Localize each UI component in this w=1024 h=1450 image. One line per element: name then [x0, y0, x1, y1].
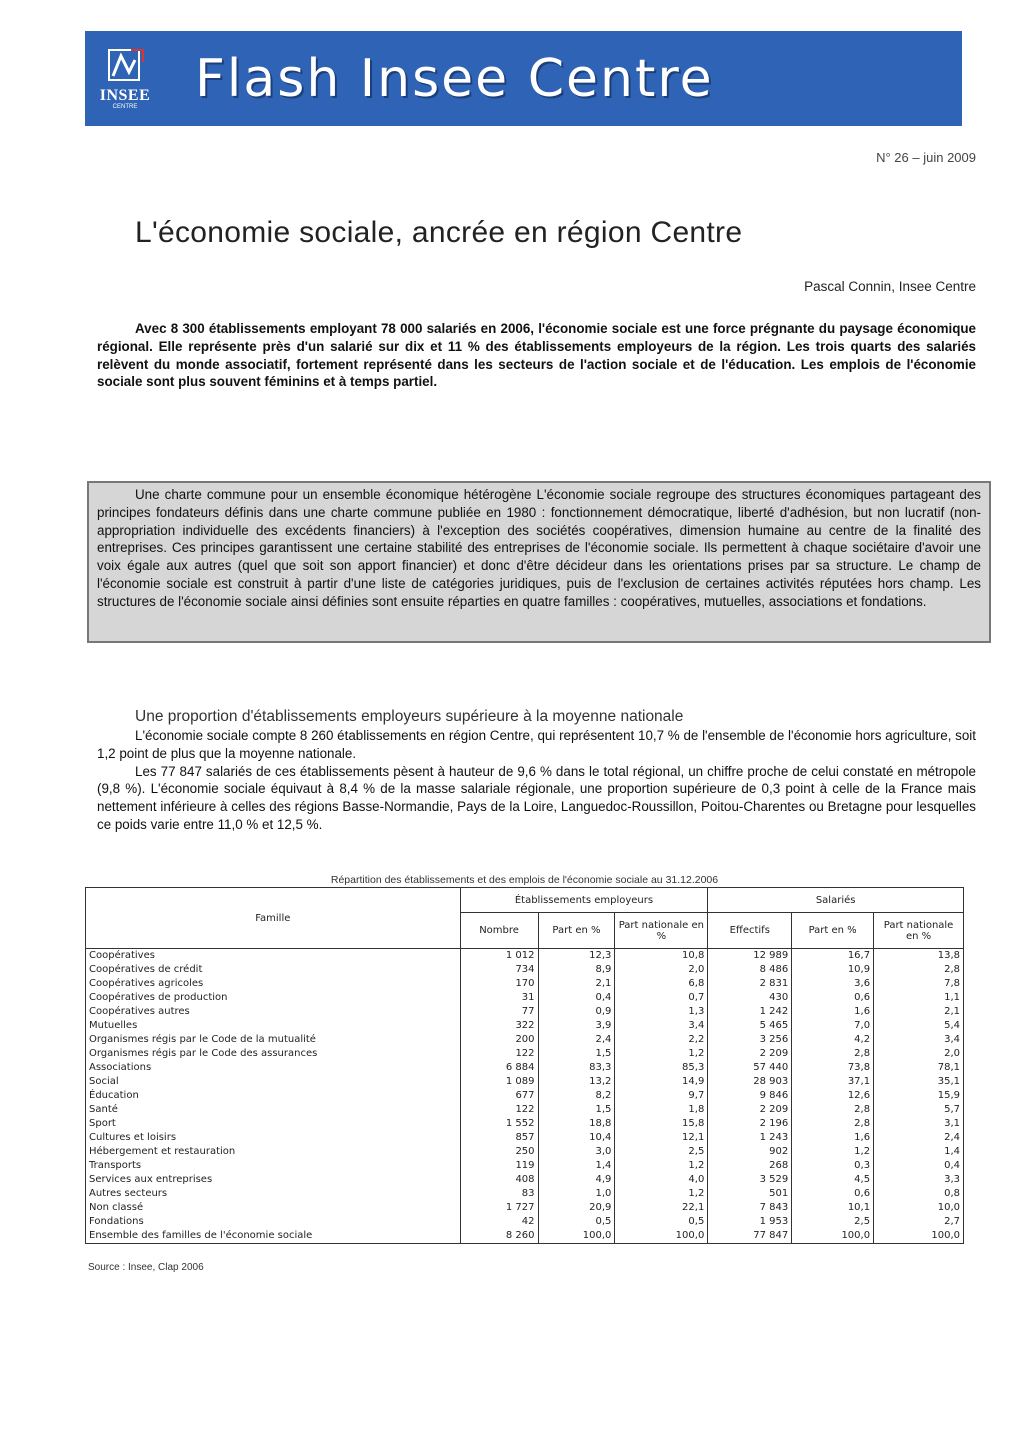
row-value: 2 209	[708, 1047, 792, 1061]
row-value: 42	[460, 1215, 538, 1229]
row-label: Coopératives de crédit	[86, 963, 461, 977]
row-value: 83	[460, 1187, 538, 1201]
row-label: Coopératives autres	[86, 1005, 461, 1019]
row-value: 13,8	[874, 949, 964, 964]
row-value: 902	[708, 1145, 792, 1159]
abstract	[97, 320, 976, 391]
row-value: 268	[708, 1159, 792, 1173]
row-value: 1,2	[792, 1145, 874, 1159]
row-value: 677	[460, 1089, 538, 1103]
row-value: 0,6	[792, 991, 874, 1005]
row-value: 0,3	[792, 1159, 874, 1173]
row-value: 501	[708, 1187, 792, 1201]
author: Pascal Connin, Insee Centre	[804, 279, 976, 294]
row-value: 3,6	[792, 977, 874, 991]
row-value: 122	[460, 1103, 538, 1117]
section-body	[97, 727, 976, 834]
row-value: 2 209	[708, 1103, 792, 1117]
table-row	[86, 1187, 964, 1201]
row-value: 28 903	[708, 1075, 792, 1089]
abstract-text: Avec 8 300 établissements employant 78 000 salariés en 2006, l'économie sociale est une force prégnante du paysage économique régional. Elle représente près d'un salarié sur dix et 11 % des établissements employeurs de la région. Les trois quarts des salariés relèvent du monde associatif, fortement représenté dans les secteurs de l'action sociale et de l'éducation. Les emplois de l'économie sociale sont plus souvent féminins et à temps partiel.	[97, 321, 976, 390]
table-row	[86, 1215, 964, 1229]
table-row	[86, 1075, 964, 1089]
table-row	[86, 1201, 964, 1215]
row-value: 100,0	[792, 1229, 874, 1244]
row-value: 8,9	[538, 963, 615, 977]
row-value: 100,0	[538, 1229, 615, 1244]
row-value: 0,5	[538, 1215, 615, 1229]
row-value: 15,9	[874, 1089, 964, 1103]
row-value: 250	[460, 1145, 538, 1159]
row-value: 83,3	[538, 1061, 615, 1075]
row-value: 10,8	[615, 949, 708, 964]
row-value: 5,7	[874, 1103, 964, 1117]
table-row	[86, 1061, 964, 1075]
row-label: Autres secteurs	[86, 1187, 461, 1201]
data-table	[85, 887, 964, 1244]
col-header: Part en %	[538, 913, 615, 949]
table-row	[86, 977, 964, 991]
section-paragraph: Les 77 847 salariés de ces établissements pèsent à hauteur de 9,6 % dans le total régional, un chiffre proche de celui constaté en métropole (9,8 %). L'économie sociale équivaut à 8,4 % de la masse salariale régionale, une proportion supérieure de 0,3 point à celle de la France mais nettement inférieure à celles des régions Basse-Normandie, Pays de la Loire, Languedoc-Roussillon, Poitou-Charentes ou Bretagne pour lesquelles ce poids varie entre 11,0 % et 12,5 %.	[97, 763, 976, 832]
row-value: 18,8	[538, 1117, 615, 1131]
row-value: 200	[460, 1033, 538, 1047]
row-value: 430	[708, 991, 792, 1005]
row-label: Santé	[86, 1103, 461, 1117]
row-label: Mutuelles	[86, 1019, 461, 1033]
row-value: 3,4	[874, 1033, 964, 1047]
logo-subtext: CENTRE	[112, 104, 138, 110]
row-value: 1,2	[615, 1187, 708, 1201]
row-label: Cultures et loisirs	[86, 1131, 461, 1145]
row-value: 10,1	[792, 1201, 874, 1215]
row-value: 3,3	[874, 1173, 964, 1187]
row-value: 2,4	[538, 1033, 615, 1047]
row-value: 3,4	[615, 1019, 708, 1033]
row-value: 78,1	[874, 1061, 964, 1075]
table-source: Source : Insee, Clap 2006	[88, 1262, 204, 1273]
logo-text: INSEE	[99, 87, 151, 104]
row-value: 2,5	[792, 1215, 874, 1229]
row-value: 2,1	[874, 1005, 964, 1019]
row-value: 14,9	[615, 1075, 708, 1089]
col-header: Nombre	[460, 913, 538, 949]
row-value: 6,8	[615, 977, 708, 991]
row-value: 0,4	[538, 991, 615, 1005]
table-row	[86, 963, 964, 977]
header-famille: Famille	[86, 888, 461, 949]
row-value: 2,8	[874, 963, 964, 977]
row-value: 8 260	[460, 1229, 538, 1244]
row-value: 2,4	[874, 1131, 964, 1145]
banner-title: Flash Insee Centre	[195, 48, 714, 109]
row-value: 2,8	[792, 1103, 874, 1117]
col-header: Part nationale en %	[874, 913, 964, 949]
row-value: 8 486	[708, 963, 792, 977]
info-box-text: Une charte commune pour un ensemble économique hétérogène L'économie sociale regroupe des structures économiques partageant des principes fondateurs définis dans une charte commune publiée en 1980 : fonctionnement démocratique, liberté d'adhésion, but non lucratif (non-appropriation individuelle des excédents financiers) à l'exception des sociétés coopératives, dimension humaine au centre de la finalité des entreprises. Ces principes garantissent une certaine stabilité des entreprises de l'économie sociale. Ils permettent à chaque sociétaire d'avoir une voix égale aux autres (quel que soit son apport financier) et donc d'être décideur dans les orientations prises par sa structure. Le champ de l'économie sociale est construit à partir d'une liste de catégories juridiques, puis de l'exclusion de certaines activités réputées hors champ. Les structures de l'économie sociale ainsi définies sont ensuite réparties en quatre familles : coopératives, mutuelles, associations et fondations.	[97, 487, 981, 609]
table-row	[86, 1173, 964, 1187]
table-row	[86, 1229, 964, 1244]
row-value: 2,8	[792, 1047, 874, 1061]
row-value: 2,0	[874, 1047, 964, 1061]
col-header: Part nationale en %	[615, 913, 708, 949]
row-value: 77	[460, 1005, 538, 1019]
row-value: 6 884	[460, 1061, 538, 1075]
row-value: 1 089	[460, 1075, 538, 1089]
row-value: 35,1	[874, 1075, 964, 1089]
header-etablissements: Établissements employeurs	[460, 888, 708, 913]
row-label: Fondations	[86, 1215, 461, 1229]
row-value: 1,6	[792, 1131, 874, 1145]
row-value: 4,5	[792, 1173, 874, 1187]
row-value: 0,9	[538, 1005, 615, 1019]
logo-emblem-icon	[103, 46, 147, 86]
row-value: 31	[460, 991, 538, 1005]
info-box	[87, 481, 991, 643]
row-value: 2 196	[708, 1117, 792, 1131]
row-value: 1,3	[615, 1005, 708, 1019]
table-body	[86, 949, 964, 1244]
row-value: 0,5	[615, 1215, 708, 1229]
table-row	[86, 1033, 964, 1047]
row-value: 5 465	[708, 1019, 792, 1033]
row-label: Non classé	[86, 1201, 461, 1215]
row-value: 100,0	[615, 1229, 708, 1244]
row-value: 12,1	[615, 1131, 708, 1145]
row-label: Éducation	[86, 1089, 461, 1103]
row-label: Coopératives de production	[86, 991, 461, 1005]
row-value: 1,5	[538, 1047, 615, 1061]
row-value: 1 242	[708, 1005, 792, 1019]
row-value: 1,4	[538, 1159, 615, 1173]
row-value: 12 989	[708, 949, 792, 964]
row-value: 1,5	[538, 1103, 615, 1117]
issue-number: N° 26 – juin 2009	[876, 150, 976, 165]
page-title: L'économie sociale, ancrée en région Centre	[135, 216, 743, 249]
row-value: 0,6	[792, 1187, 874, 1201]
row-value: 2 831	[708, 977, 792, 991]
row-value: 170	[460, 977, 538, 991]
row-value: 1,1	[874, 991, 964, 1005]
row-value: 16,7	[792, 949, 874, 964]
row-value: 37,1	[792, 1075, 874, 1089]
row-value: 857	[460, 1131, 538, 1145]
row-value: 2,0	[615, 963, 708, 977]
row-value: 3,9	[538, 1019, 615, 1033]
row-value: 7,8	[874, 977, 964, 991]
row-value: 4,2	[792, 1033, 874, 1047]
row-label: Organismes régis par le Code des assurances	[86, 1047, 461, 1061]
row-value: 1,2	[615, 1047, 708, 1061]
row-value: 408	[460, 1173, 538, 1187]
col-header: Part en %	[792, 913, 874, 949]
row-value: 119	[460, 1159, 538, 1173]
row-value: 57 440	[708, 1061, 792, 1075]
table-row	[86, 1005, 964, 1019]
row-value: 10,4	[538, 1131, 615, 1145]
row-value: 122	[460, 1047, 538, 1061]
row-value: 2,2	[615, 1033, 708, 1047]
row-value: 2,5	[615, 1145, 708, 1159]
row-value: 5,4	[874, 1019, 964, 1033]
row-value: 4,9	[538, 1173, 615, 1187]
row-value: 0,7	[615, 991, 708, 1005]
row-value: 77 847	[708, 1229, 792, 1244]
row-label: Ensemble des familles de l'économie sociale	[86, 1229, 461, 1244]
row-value: 85,3	[615, 1061, 708, 1075]
row-value: 13,2	[538, 1075, 615, 1089]
row-value: 3,0	[538, 1145, 615, 1159]
row-label: Sport	[86, 1117, 461, 1131]
table-row	[86, 1089, 964, 1103]
table-row	[86, 1019, 964, 1033]
row-value: 9 846	[708, 1089, 792, 1103]
table-row	[86, 991, 964, 1005]
row-value: 2,8	[792, 1117, 874, 1131]
row-label: Hébergement et restauration	[86, 1145, 461, 1159]
row-value: 7,0	[792, 1019, 874, 1033]
row-label: Services aux entreprises	[86, 1173, 461, 1187]
row-value: 8,2	[538, 1089, 615, 1103]
table-row	[86, 1159, 964, 1173]
row-value: 322	[460, 1019, 538, 1033]
col-header: Effectifs	[708, 913, 792, 949]
row-value: 10,9	[792, 963, 874, 977]
row-value: 1,4	[874, 1145, 964, 1159]
table-row	[86, 1117, 964, 1131]
section-paragraph: L'économie sociale compte 8 260 établissements en région Centre, qui représentent 10,7 % de l'ensemble de l'économie hors agriculture, soit 1,2 point de plus que la moyenne nationale.	[97, 728, 976, 761]
row-value: 1 012	[460, 949, 538, 964]
insee-logo	[85, 31, 165, 126]
row-value: 20,9	[538, 1201, 615, 1215]
row-label: Transports	[86, 1159, 461, 1173]
row-value: 1,6	[792, 1005, 874, 1019]
section-title: Une proportion d'établissements employeurs supérieure à la moyenne nationale	[135, 708, 684, 725]
table-row	[86, 949, 964, 964]
table-row	[86, 1131, 964, 1145]
row-value: 9,7	[615, 1089, 708, 1103]
table-row	[86, 1047, 964, 1061]
row-value: 73,8	[792, 1061, 874, 1075]
row-value: 100,0	[874, 1229, 964, 1244]
row-value: 1 727	[460, 1201, 538, 1215]
row-value: 1,2	[615, 1159, 708, 1173]
row-label: Organismes régis par le Code de la mutualité	[86, 1033, 461, 1047]
row-value: 2,1	[538, 977, 615, 991]
row-value: 2,7	[874, 1215, 964, 1229]
row-value: 734	[460, 963, 538, 977]
row-value: 1 552	[460, 1117, 538, 1131]
row-value: 1,0	[538, 1187, 615, 1201]
row-value: 3 256	[708, 1033, 792, 1047]
row-value: 10,0	[874, 1201, 964, 1215]
row-value: 3 529	[708, 1173, 792, 1187]
header-banner	[85, 31, 962, 126]
table-row	[86, 1103, 964, 1117]
row-value: 15,8	[615, 1117, 708, 1131]
row-value: 1,8	[615, 1103, 708, 1117]
row-value: 7 843	[708, 1201, 792, 1215]
row-label: Coopératives	[86, 949, 461, 964]
row-value: 1 243	[708, 1131, 792, 1145]
row-value: 12,6	[792, 1089, 874, 1103]
row-label: Social	[86, 1075, 461, 1089]
row-value: 4,0	[615, 1173, 708, 1187]
row-value: 22,1	[615, 1201, 708, 1215]
table-caption: Répartition des établissements et des emplois de l'économie sociale au 31.12.2006	[330, 874, 719, 886]
row-value: 0,8	[874, 1187, 964, 1201]
row-label: Associations	[86, 1061, 461, 1075]
row-label: Coopératives agricoles	[86, 977, 461, 991]
row-value: 3,1	[874, 1117, 964, 1131]
table-row	[86, 1145, 964, 1159]
row-value: 1 953	[708, 1215, 792, 1229]
row-value: 0,4	[874, 1159, 964, 1173]
row-value: 12,3	[538, 949, 615, 964]
header-salaries: Salariés	[708, 888, 964, 913]
